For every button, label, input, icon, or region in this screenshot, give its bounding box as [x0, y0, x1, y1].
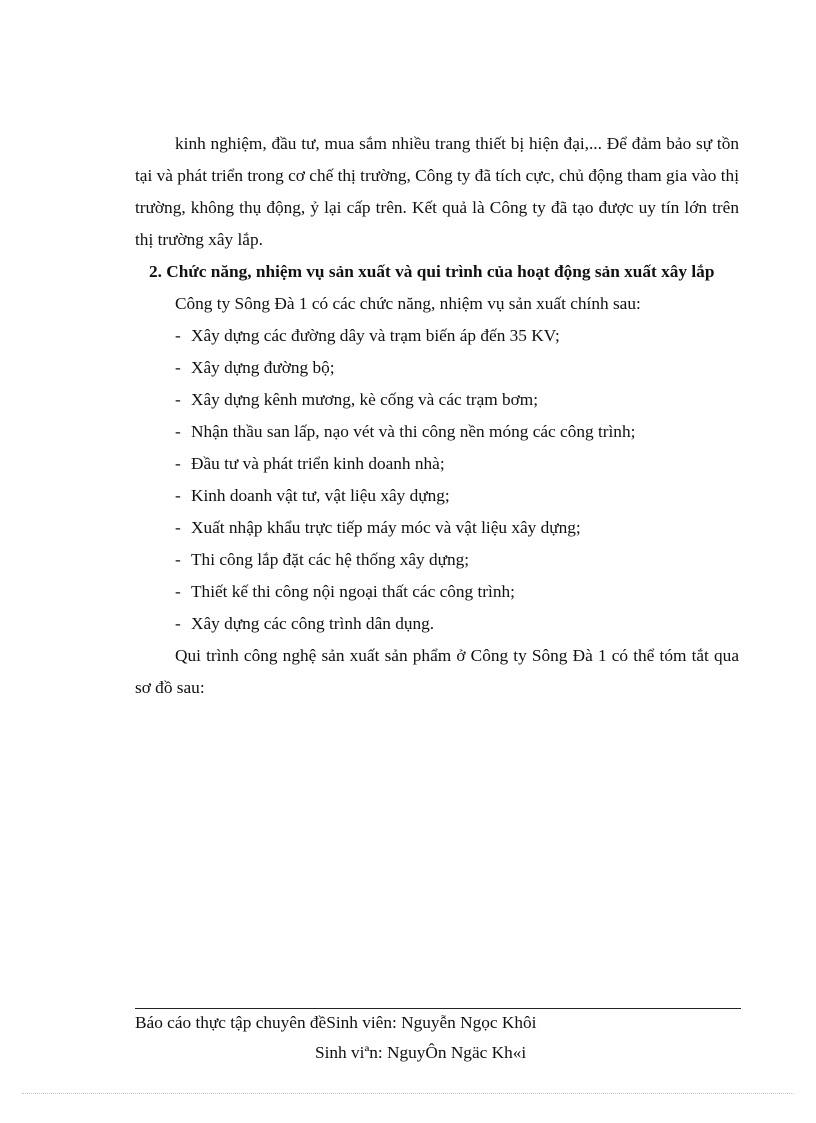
list-item [135, 608, 739, 640]
functions-lead: Công ty Sông Đà 1 có các chức năng, nhiệm vụ sản xuất chính sau: [175, 294, 641, 313]
bullet-marker: - [175, 390, 181, 409]
list-item [135, 416, 739, 448]
bullet-marker: - [175, 486, 181, 505]
list-item-text: Xây dựng kênh mương, kè cống và các trạm bơm; [191, 390, 539, 409]
list-item [135, 480, 739, 512]
footer-report-title: Báo cáo thực tập chuyên đềSinh viên: Nguyễn Ngọc Khôi [135, 1013, 537, 1032]
list-item [135, 352, 739, 384]
bullet-marker: - [175, 358, 181, 377]
list-item-text: Kinh doanh vật tư, vật liệu xây dựng; [191, 486, 450, 505]
list-item [135, 512, 739, 544]
process-paragraph: Qui trình công nghệ sản xuất sản phẩm ở Công ty Sông Đà 1 có thể tóm tắt qua sơ đồ sau: [135, 646, 739, 697]
page-bottom-border [22, 1093, 794, 1094]
bullet-marker: - [175, 518, 181, 537]
list-item [135, 576, 739, 608]
section-heading: 2. Chức năng, nhiệm vụ sản xuất và qui trình của hoạt động sản xuất xây lắp [149, 262, 715, 281]
list-item-text: Đầu tư và phát triển kinh doanh nhà; [191, 454, 445, 473]
list-item-text: Xây dựng các đường dây và trạm biến áp đến 35 KV; [191, 326, 560, 345]
footer-divider [135, 1008, 741, 1009]
list-item-text: Xây dựng đường bộ; [191, 358, 335, 377]
document-body [135, 128, 739, 704]
list-item-text: Xây dựng các công trình dân dụng. [191, 614, 435, 633]
list-item-text: Thiết kế thi công nội ngoại thất các công trình; [191, 582, 515, 601]
functions-list [135, 320, 739, 640]
bullet-marker: - [175, 326, 181, 345]
list-item [135, 320, 739, 352]
footer-student-name: Sinh viªn: NguyÔn Ngäc Kh«i [315, 1043, 527, 1062]
list-item [135, 384, 739, 416]
list-item-text: Nhận thầu san lấp, nạo vét và thi công nền móng các công trình; [191, 422, 636, 441]
bullet-marker: - [175, 614, 181, 633]
list-item-text: Xuất nhập khẩu trực tiếp máy móc và vật liệu xây dựng; [191, 518, 581, 537]
intro-paragraph: kinh nghiệm, đầu tư, mua sắm nhiều trang thiết bị hiện đại,... Để đảm bảo sự tồn tại và phát triển trong cơ chế thị trường, Công ty đã tích cực, chủ động tham gia vào thị trường, không thụ động, ỷ lại cấp trên. Kết quả là Công ty đã tạo được uy tín lớn trên thị trường xây lắp. [135, 134, 739, 249]
bullet-marker: - [175, 454, 181, 473]
list-item [135, 448, 739, 480]
bullet-marker: - [175, 422, 181, 441]
bullet-marker: - [175, 582, 181, 601]
list-item-text: Thi công lắp đặt các hệ thống xây dựng; [191, 550, 470, 569]
bullet-marker: - [175, 550, 181, 569]
list-item [135, 544, 739, 576]
